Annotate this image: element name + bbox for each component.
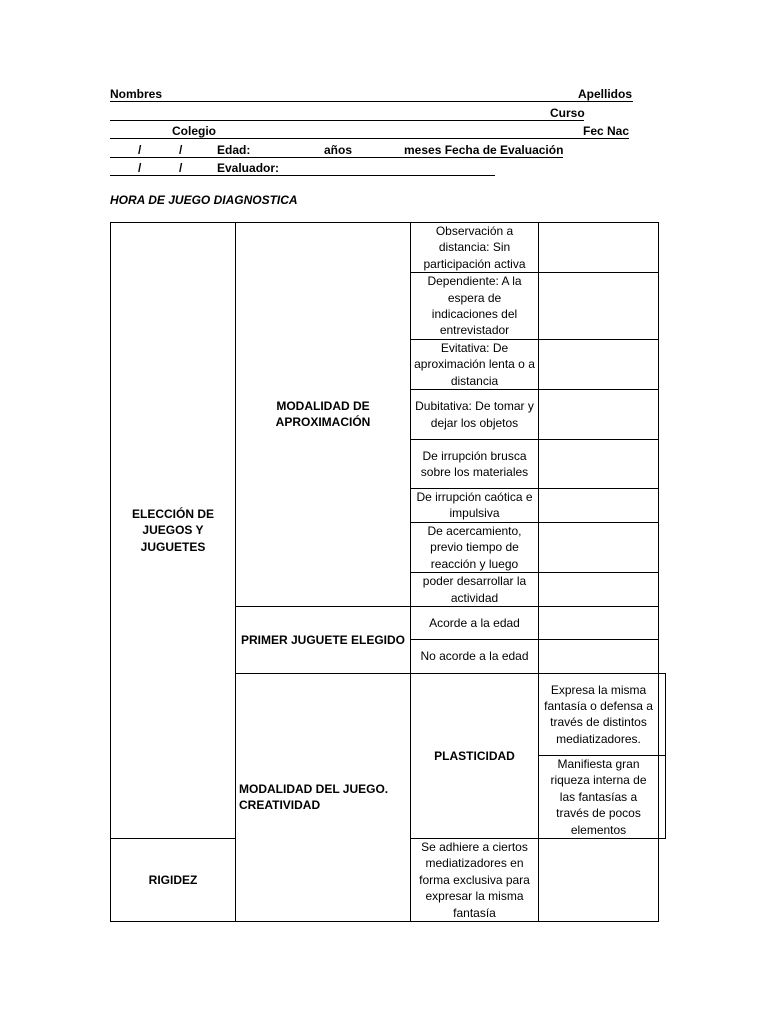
option-cell: De irrupción caótica e impulsiva xyxy=(411,489,539,523)
answer-cell[interactable] xyxy=(539,390,659,440)
option-cell: Se adhiere a ciertos mediatizadores en forma exclusiva para expresar la misma fantasía xyxy=(411,838,539,921)
evaluation-table xyxy=(110,222,666,922)
option-cell: De irrupción brusca sobre los materiales xyxy=(411,440,539,489)
answer-cell[interactable] xyxy=(539,639,659,673)
answer-cell[interactable] xyxy=(539,489,659,523)
answer-cell[interactable] xyxy=(539,440,659,489)
table-row xyxy=(111,223,666,273)
option-cell: poder desarrollar la actividad xyxy=(411,573,539,607)
fec-nac-label: Fec Nac xyxy=(583,124,630,138)
apellidos-label: Apellidos xyxy=(578,87,633,101)
option-cell: De acercamiento, previo tiempo de reacción y luego xyxy=(411,522,539,572)
anos-label: años xyxy=(324,143,353,157)
option-cell: Acorde a la edad xyxy=(411,606,539,639)
meses-fecha-evaluacion-label: meses Fecha de Evaluación xyxy=(404,143,564,157)
date-slash-3: / xyxy=(138,161,142,175)
evaluador-field[interactable] xyxy=(110,175,495,176)
option-cell: Dubitativa: De tomar y dejar los objetos xyxy=(411,390,539,440)
nombres-field[interactable] xyxy=(110,101,633,102)
subcategory-plasticidad: PLASTICIDAD xyxy=(411,673,539,838)
answer-cell[interactable] xyxy=(539,223,659,273)
option-cell: No acorde a la edad xyxy=(411,639,539,673)
date-slash-1: / xyxy=(138,143,142,157)
curso-label: Curso xyxy=(550,106,585,120)
colegio-field[interactable] xyxy=(110,138,629,139)
answer-cell[interactable] xyxy=(539,522,659,572)
answer-cell[interactable] xyxy=(659,673,666,755)
answer-cell[interactable] xyxy=(539,573,659,607)
category-modalidad-juego: MODALIDAD DEL JUEGO. CREATIVIDAD xyxy=(236,673,411,921)
curso-field[interactable] xyxy=(110,120,584,121)
subcategory-primer-juguete: PRIMER JUGUETE ELEGIDO xyxy=(236,606,411,673)
answer-cell[interactable] xyxy=(659,755,666,838)
date-slash-2: / xyxy=(179,143,183,157)
evaluador-label: Evaluador: xyxy=(217,161,280,175)
option-cell: Expresa la misma fantasía o defensa a través de distintos mediatizadores. xyxy=(539,673,659,755)
subcategory-aproximacion: MODALIDAD DE APROXIMACIÓN xyxy=(236,223,411,607)
answer-cell[interactable] xyxy=(539,606,659,639)
page-title: HORA DE JUEGO DIAGNOSTICA xyxy=(110,193,298,207)
answer-cell[interactable] xyxy=(539,273,659,340)
category-eleccion: ELECCIÓN DE JUEGOS Y JUGUETES xyxy=(111,223,236,839)
option-cell: Manifiesta gran riqueza interna de las fantasías a través de pocos elementos xyxy=(539,755,659,838)
subcategory-rigidez: RIGIDEZ xyxy=(111,838,236,921)
answer-cell[interactable] xyxy=(539,838,659,921)
edad-label: Edad: xyxy=(217,143,251,157)
date-slash-4: / xyxy=(179,161,183,175)
edad-fecha-field[interactable] xyxy=(110,157,563,158)
answer-cell[interactable] xyxy=(539,339,659,389)
option-cell: Dependiente: A la espera de indicaciones del entrevistador xyxy=(411,273,539,340)
colegio-label: Colegio xyxy=(172,124,216,138)
option-cell: Evitativa: De aproximación lenta o a distancia xyxy=(411,339,539,389)
nombres-label: Nombres xyxy=(110,87,163,101)
option-cell: Observación a distancia: Sin participación activa xyxy=(411,223,539,273)
